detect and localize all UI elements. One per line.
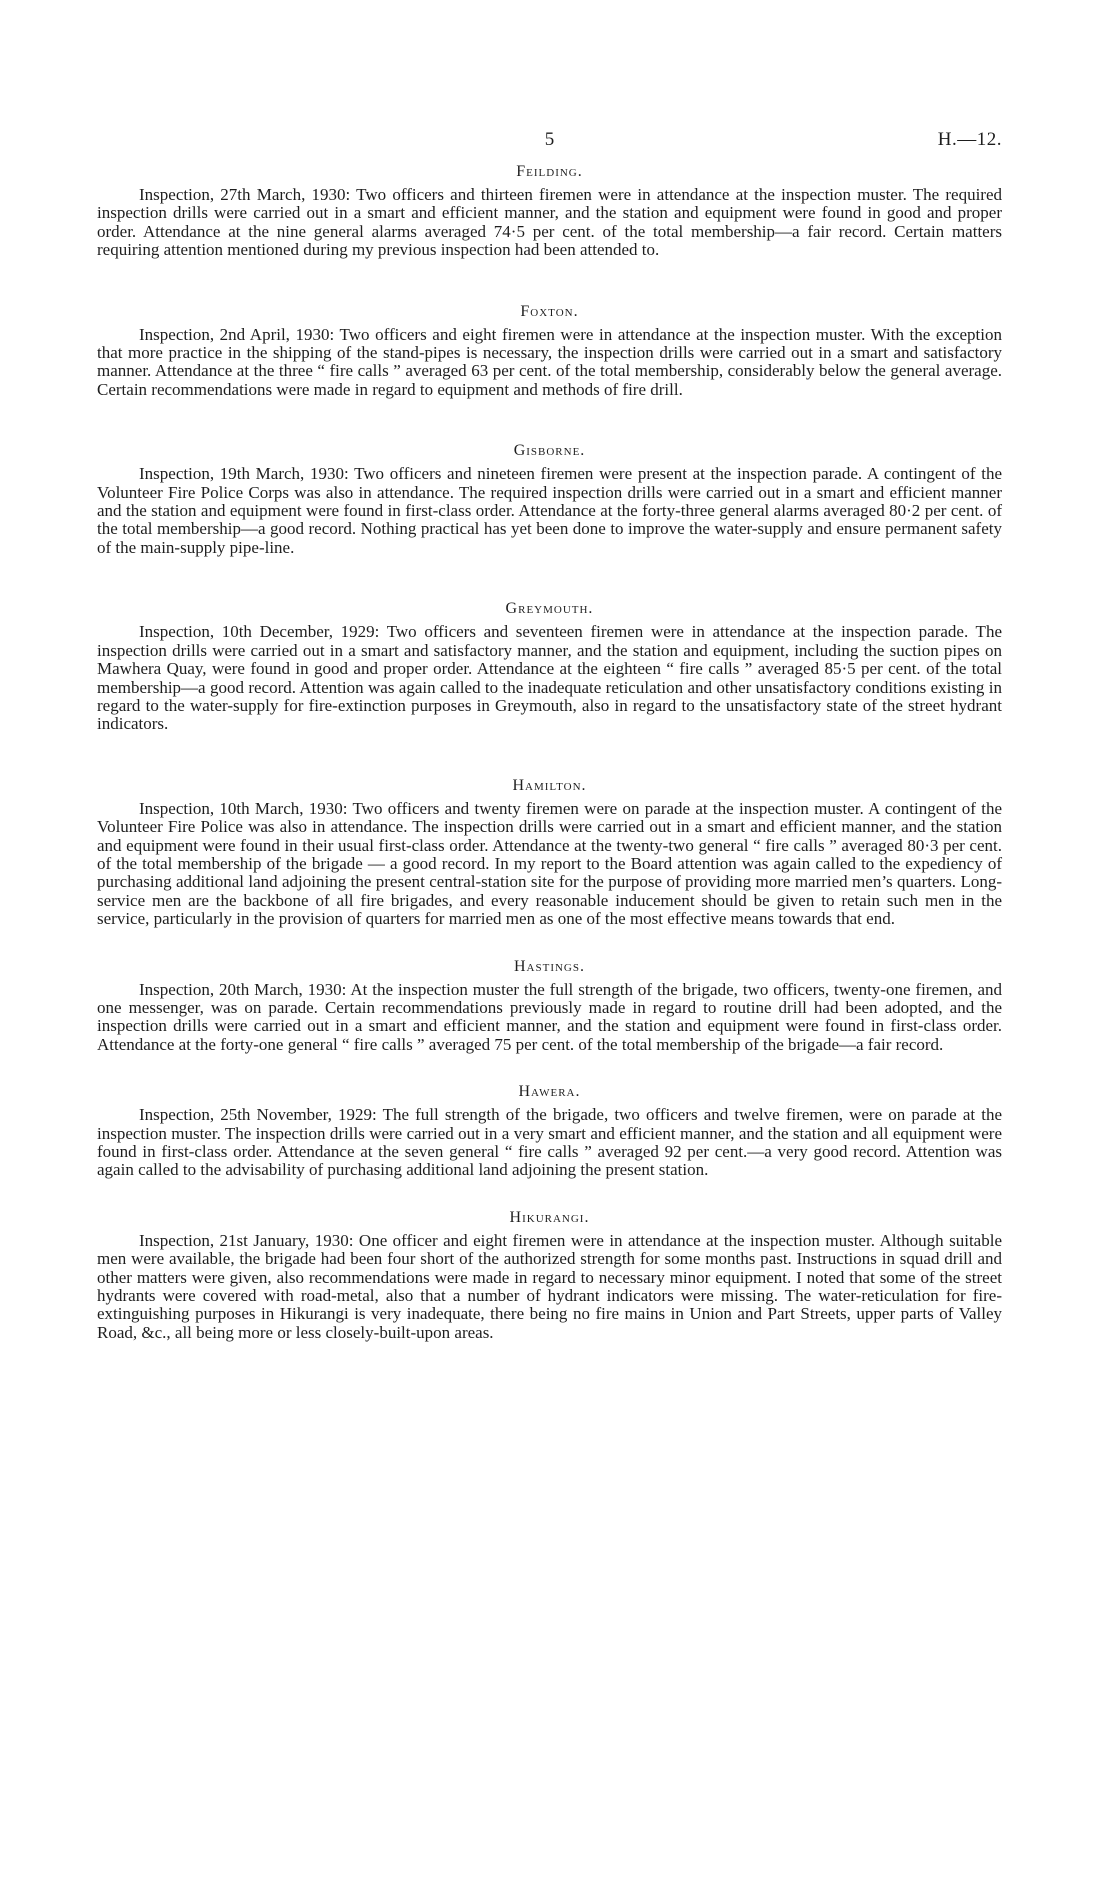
- section-title: Greymouth.: [505, 600, 594, 618]
- section-title: Feilding.: [516, 163, 583, 180]
- section-gisborne: [97, 441, 1002, 557]
- section-spacer: [97, 1180, 1002, 1208]
- section-spacer: [97, 260, 1002, 302]
- page-number: 5: [544, 129, 555, 150]
- section-hamilton: [97, 776, 1002, 929]
- section-title: Hikurangi.: [509, 1208, 590, 1226]
- section-body: Inspection, 25th November, 1929: The full strength of the brigade, two officers and twelve firemen, were on parade at the inspection muster. The inspection drills were carried out in a very smart and efficient manner, and the station and all equipment were found in first-class order. Attendance at the seven general “ fire calls ” averaged 92 per cent.—a very good record. Attention was again called to the advisability of purchasing additional land adjoining the present station.: [97, 1105, 1002, 1180]
- report-reference: H.—12.: [937, 129, 1002, 150]
- page-header: [97, 0, 1002, 162]
- section-body: Inspection, 20th March, 1930: At the inspection muster the full strength of the brigade, two officers, twenty-one firemen, and one messenger, was on parade. Certain recommendations previously made in regard to routine drill had been adopted, and the inspection drills were carried out in a smart and efficient manner, and the station and equipment were found in first-class order. Attendance at the forty-one general “ fire calls ” averaged 75 per cent. of the total membership of the brigade—a fair record.: [97, 979, 1002, 1054]
- section-spacer: [97, 929, 1002, 957]
- section-spacer: [97, 734, 1002, 776]
- section-hikurangi: [97, 1208, 1002, 1342]
- section-body: Inspection, 21st January, 1930: One officer and eight firemen were in attendance at the inspection muster. Although suitable men were available, the brigade had been four short of the authorized strength for some months past. Instructions in squad drill and other matters were given, also recommendations were made in regard to necessary minor equipment. I noted that some of the street hydrants were covered with road-metal, also that a number of hydrant indicators were missing. The water-reticulation for fire-extinguishing purposes in Hikurangi is very inadequate, there being no fire mains in Union and Part Streets, upper parts of Valley Road, &c., all being more or less closely-built-upon areas.: [97, 1230, 1002, 1342]
- section-hastings: [97, 957, 1002, 1055]
- section-title: Gisborne.: [513, 442, 586, 460]
- section-spacer: [97, 1054, 1002, 1082]
- section-body: Inspection, 2nd April, 1930: Two officers and eight firemen were in attendance at the inspection muster. With the exception that more practice in the shipping of the stand-pipes is necessary, the inspection drills were carried out in a smart and satisfactory manner. Attendance at the three “ fire calls ” averaged 63 per cent. of the total membership, considerably below the general average. Certain recommendations were made in regard to equipment and methods of fire drill.: [97, 324, 1002, 399]
- section-title: Hastings.: [513, 957, 585, 975]
- section-body: Inspection, 19th March, 1930: Two officers and nineteen firemen were present at the inspection parade. A contingent of the Volunteer Fire Police Corps was also in attendance. The required inspection drills were carried out in a smart and efficient manner and the station and equipment were found in first-class order. Attendance at the forty-three general alarms averaged 80·2 per cent. of the total membership—a good record. Nothing practical has yet been done to improve the water-supply and ensure permanent safety of the main-supply pipe-line.: [97, 464, 1002, 557]
- section-body: Inspection, 10th December, 1929: Two officers and seventeen firemen were in attendance at the inspection parade. The inspection drills were carried out in a smart and satisfactory manner, and the station and equipment, including the suction pipes on Mawhera Quay, were found in good and proper order. Attendance at the eighteen “ fire calls ” averaged 85·5 per cent. of the total membership—a good record. Attention was again called to the inadequate reticulation and other unsatisfactory conditions existing in regard to the water-supply for fire-extinction purposes in Greymouth, also in regard to the unsatisfactory state of the street hydrant indicators.: [97, 622, 1002, 734]
- document-page: [97, 0, 1002, 1342]
- section-spacer: [97, 399, 1002, 441]
- section-title: Foxton.: [520, 302, 579, 320]
- section-body: Inspection, 10th March, 1930: Two officers and twenty firemen were on parade at the inspection muster. A contingent of the Volunteer Fire Police was also in attendance. The inspection drills were carried out in a smart and efficient manner, and the station and equipment were found in their usual first-class order. Attendance at the twenty-two general “ fire calls ” averaged 80·3 per cent. of the total membership of the brigade — a good record. In my report to the Board attention was again called to the expediency of purchasing additional land adjoining the present central-station site for the purpose of providing more married men’s quarters. Long-service men are the backbone of all fire brigades, and every reasonable inducement should be given to retain such men in the service, particularly in the provision of quarters for married men as one of the most effective means towards that end.: [97, 798, 1002, 929]
- section-greymouth: [97, 599, 1002, 733]
- section-body: Inspection, 27th March, 1930: Two officers and thirteen firemen were in attendance at the inspection muster. The required inspection drills were carried out in a smart and efficient manner, and the station and equipment were found in good and proper order. Attendance at the nine general alarms averaged 74·5 per cent. of the total membership—a fair record. Certain matters requiring attention mentioned during my previous inspection had been attended to.: [97, 185, 1002, 260]
- section-title: Hamilton.: [512, 776, 587, 794]
- section-spacer: [97, 557, 1002, 599]
- section-foxton: [97, 302, 1002, 400]
- section-title: Hawera.: [518, 1083, 581, 1101]
- section-hawera: [97, 1082, 1002, 1180]
- section-feilding: [97, 162, 1002, 260]
